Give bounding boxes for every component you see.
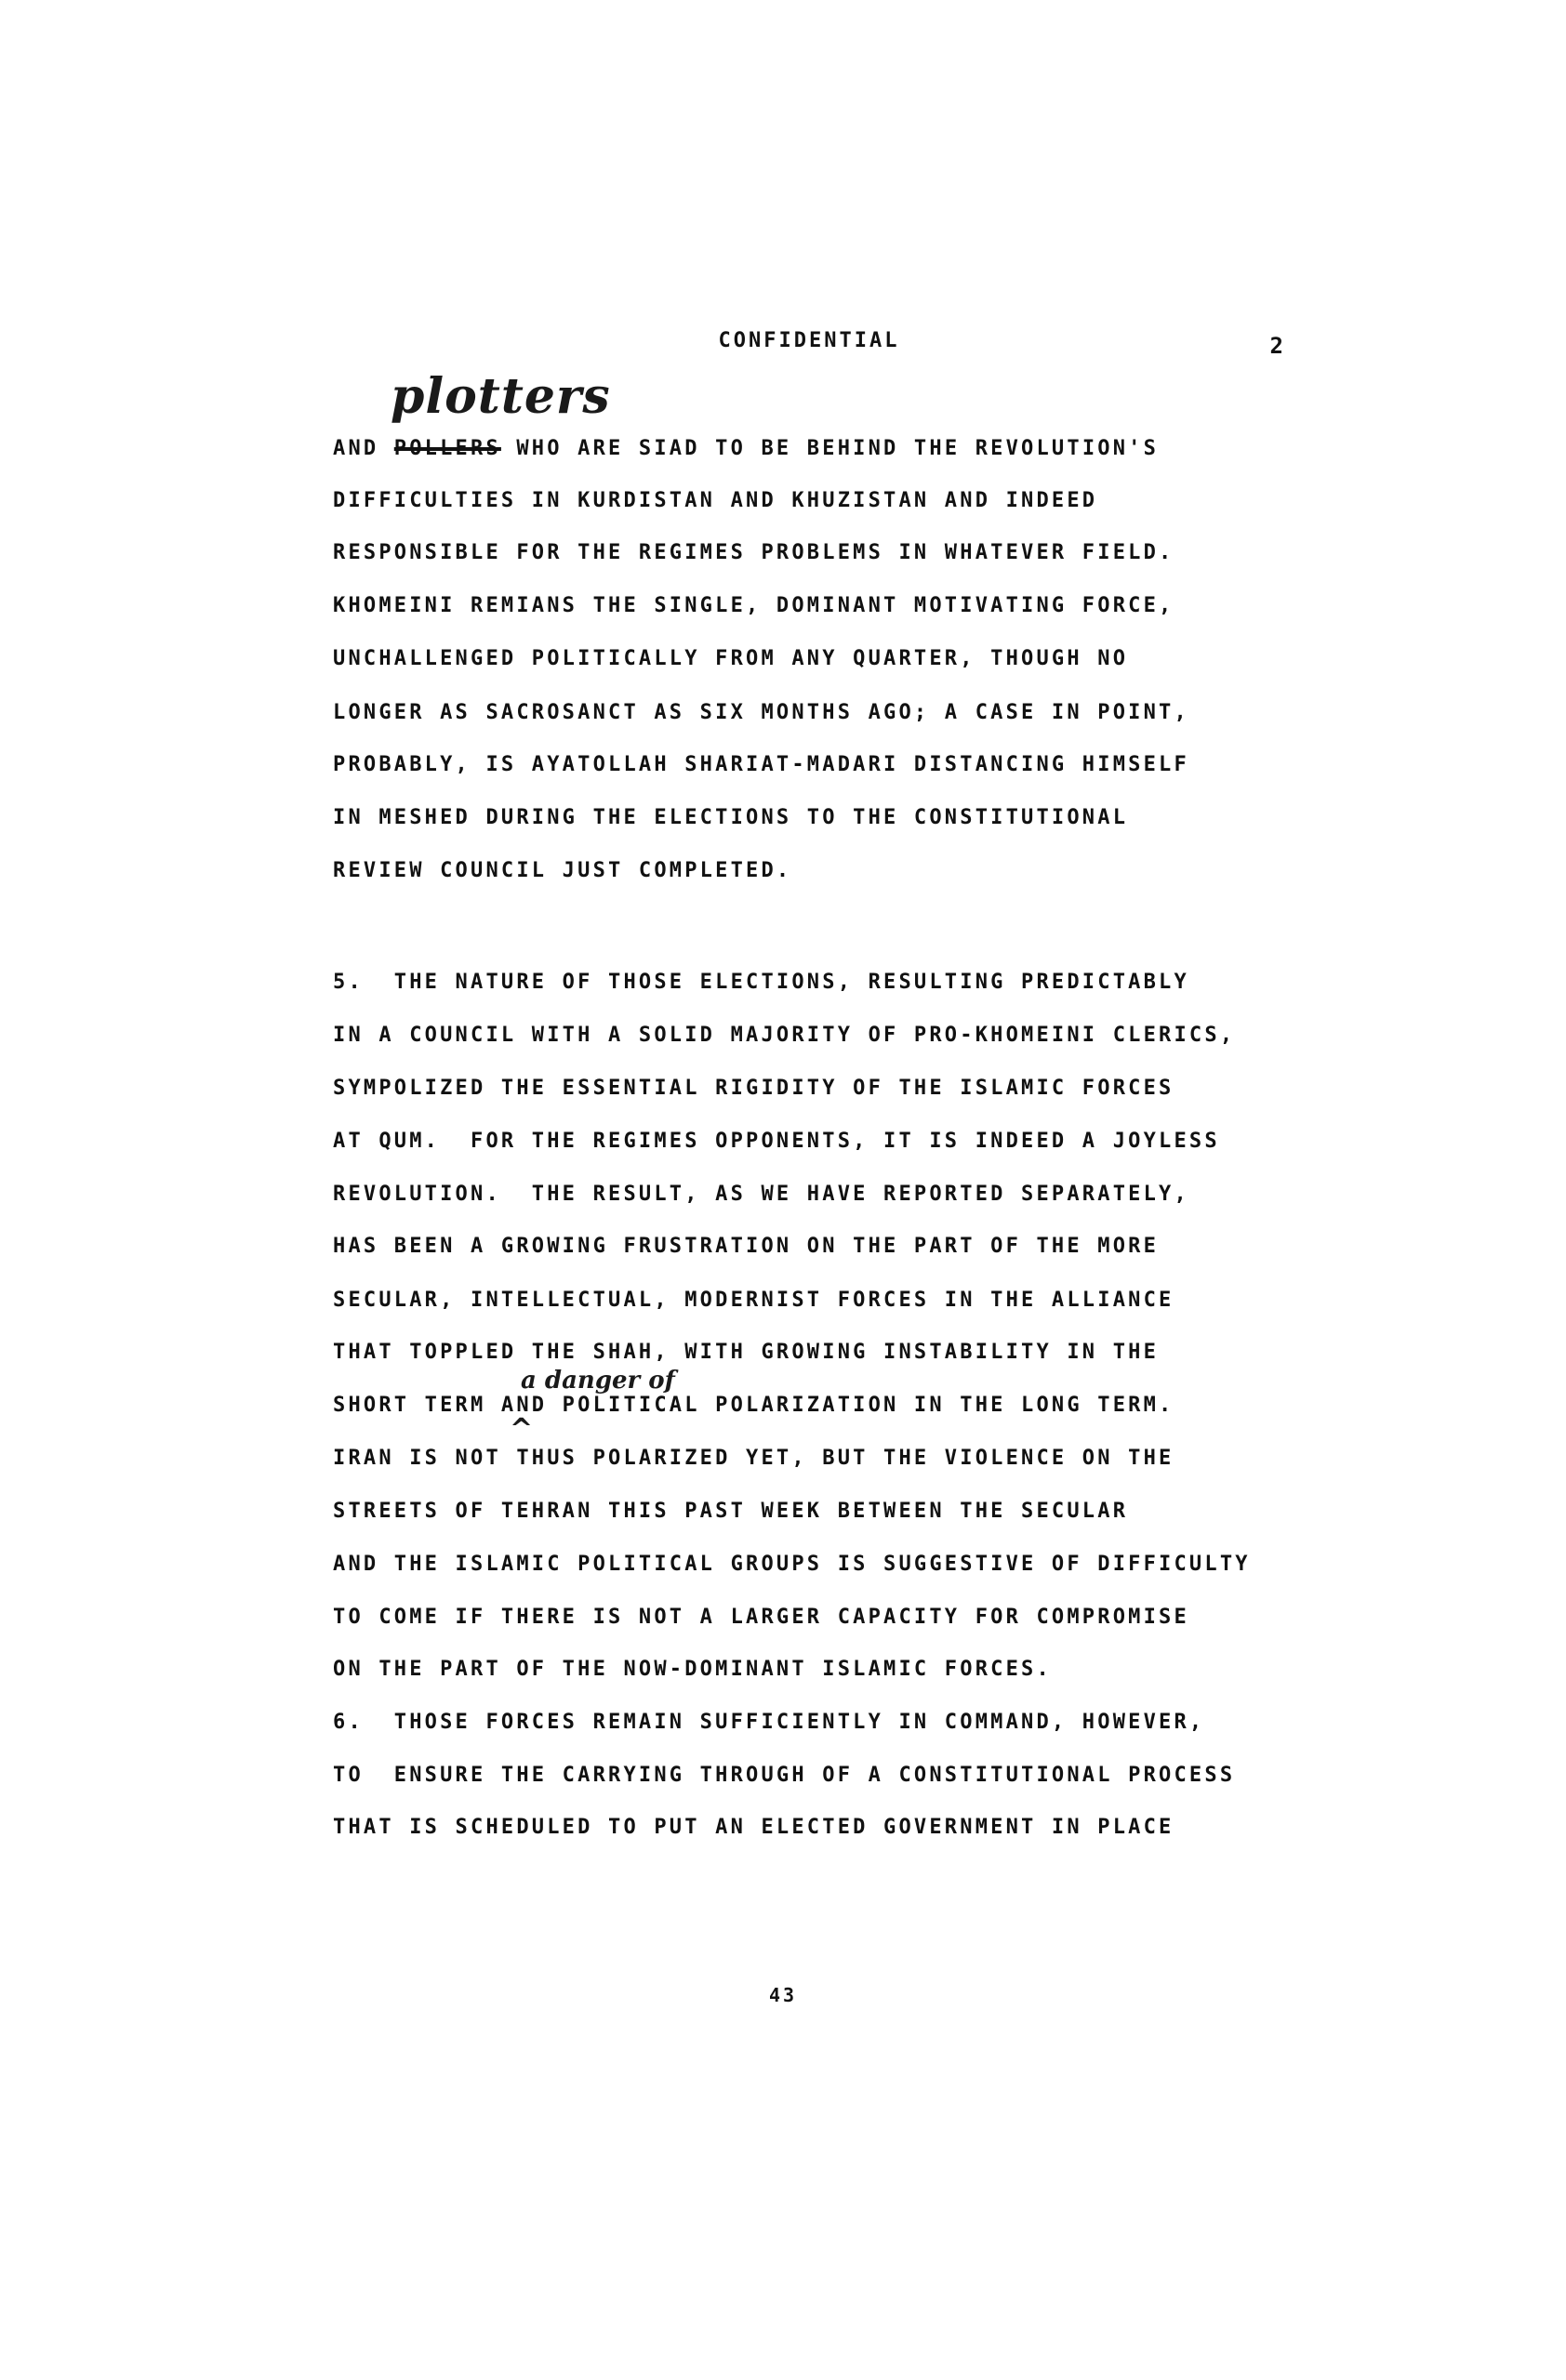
text-line: DIFFICULTIES IN KURDISTAN AND KHUZISTAN AND INDEED xyxy=(333,489,1098,512)
text-line: LONGER AS SACROSANCT AS SIX MONTHS AGO; A CASE IN POINT, xyxy=(333,701,1189,724)
text-line: AND THE ISLAMIC POLITICAL GROUPS IS SUGGESTIVE OF DIFFICULTY xyxy=(333,1553,1251,1576)
text-line: THAT IS SCHEDULED TO PUT AN ELECTED GOVERNMENT IN PLACE xyxy=(333,1816,1174,1839)
text-line: AT QUM. FOR THE REGIMES OPPONENTS, IT IS INDEED A JOYLESS xyxy=(333,1130,1220,1153)
insertion-caret: ^ xyxy=(510,1413,534,1446)
text-segment: AND xyxy=(333,437,394,460)
text-line: IN MESHED DURING THE ELECTIONS TO THE CONSTITUTIONAL xyxy=(333,806,1129,829)
text-line: HAS BEEN A GROWING FRUSTRATION ON THE PART OF THE MORE xyxy=(333,1235,1160,1258)
page-number: 2 xyxy=(1269,333,1283,359)
text-line: THAT TOPPLED THE SHAH, WITH GROWING INSTABILITY IN THE xyxy=(333,1341,1160,1364)
text-line xyxy=(333,435,1159,463)
text-segment: WHO ARE SIAD TO BE BEHIND THE REVOLUTION'S xyxy=(500,437,1160,460)
text-line: SECULAR, INTELLECTUAL, MODERNIST FORCES IN THE ALLIANCE xyxy=(333,1289,1174,1312)
text-line: 6. THOSE FORCES REMAIN SUFFICIENTLY IN COMMAND, HOWEVER, xyxy=(333,1711,1205,1734)
text-line: IRAN IS NOT THUS POLARIZED YET, BUT THE VIOLENCE ON THE xyxy=(333,1447,1174,1470)
text-line: 5. THE NATURE OF THOSE ELECTIONS, RESULTING PREDICTABLY xyxy=(333,971,1189,994)
text-line: RESPONSIBLE FOR THE REGIMES PROBLEMS IN WHATEVER FIELD. xyxy=(333,541,1174,564)
page-header xyxy=(335,329,1283,366)
text-line: IN A COUNCIL WITH A SOLID MAJORITY OF PRO-KHOMEINI CLERICS, xyxy=(333,1024,1236,1047)
struck-text: POLLERS xyxy=(393,437,501,460)
classification-label: CONFIDENTIAL xyxy=(718,329,900,352)
text-line: REVIEW COUNCIL JUST COMPLETED. xyxy=(333,859,792,882)
text-line: TO ENSURE THE CARRYING THROUGH OF A CONSTITUTIONAL PROCESS xyxy=(333,1764,1236,1787)
footer-page-number: 43 xyxy=(768,1984,798,2006)
text-line: STREETS OF TEHRAN THIS PAST WEEK BETWEEN THE SECULAR xyxy=(333,1500,1129,1523)
handwritten-annotation-a-danger-of: a danger of xyxy=(521,1367,675,1395)
text-line: REVOLUTION. THE RESULT, AS WE HAVE REPORTED SEPARATELY, xyxy=(333,1183,1189,1206)
text-line: PROBABLY, IS AYATOLLAH SHARIAT-MADARI DISTANCING HIMSELF xyxy=(333,753,1189,776)
handwritten-annotation-plotters: plotters xyxy=(391,368,611,425)
text-line: SYMPOLIZED THE ESSENTIAL RIGIDITY OF THE ISLAMIC FORCES xyxy=(333,1077,1174,1100)
text-line: ON THE PART OF THE NOW-DOMINANT ISLAMIC FORCES. xyxy=(333,1658,1052,1681)
text-line: TO COME IF THERE IS NOT A LARGER CAPACITY FOR COMPROMISE xyxy=(333,1606,1189,1629)
text-line: UNCHALLENGED POLITICALLY FROM ANY QUARTER, THOUGH NO xyxy=(333,647,1129,670)
text-line: SHORT TERM AND POLITICAL POLARIZATION IN THE LONG TERM. xyxy=(333,1394,1174,1417)
text-line: KHOMEINI REMIANS THE SINGLE, DOMINANT MOTIVATING FORCE, xyxy=(333,594,1174,617)
